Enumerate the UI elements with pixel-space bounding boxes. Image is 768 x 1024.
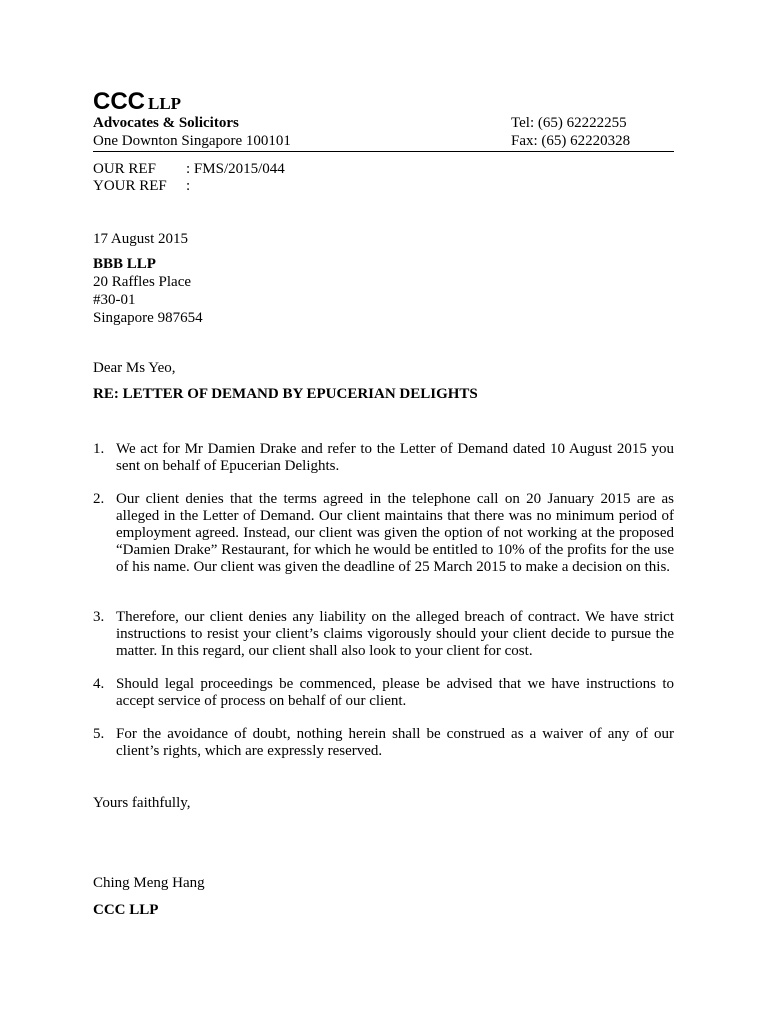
our-ref-row (93, 161, 285, 178)
paragraph-text: Our client denies that the terms agreed in the telephone call on 20 January 2015 are as alleged in the Letter of Demand. Our client maintains that there was no minimum period of employment agreed. Instead, our client was given the option of not working at the proposed “Damien Drake” Restaurant, for which he would be entitled to 10% of the profits for the use of his name. Our client was given the deadline of 25 March 2015 to make a decision on this. (116, 491, 674, 575)
firm-name-main: CCC (93, 88, 145, 115)
signatory-name: Ching Meng Hang (93, 875, 205, 891)
salutation: Dear Ms Yeo, (93, 360, 176, 376)
signature-firm: CCC LLP (93, 902, 159, 918)
numbered-paragraph (93, 491, 674, 576)
addressee-line: #30-01 (93, 292, 136, 308)
firm-fax: Fax: (65) 62220328 (511, 133, 631, 149)
firm-telephone: Tel: (65) 62222255 (511, 115, 627, 131)
paragraph-number: 3. (93, 609, 105, 625)
paragraph-number: 1. (93, 441, 105, 457)
letter-date: 17 August 2015 (93, 231, 189, 247)
your-ref-row (93, 178, 190, 195)
paragraph-number: 4. (93, 676, 105, 692)
numbered-paragraph (93, 676, 674, 710)
firm-description: Advocates & Solicitors (93, 115, 239, 131)
paragraph-text: For the avoidance of doubt, nothing herein shall be construed as a waiver of any of our client’s rights, which are expressly reserved. (116, 726, 674, 759)
addressee-line: Singapore 987654 (93, 310, 203, 326)
your-ref-value: : (186, 178, 191, 194)
firm-address: One Downton Singapore 100101 (93, 133, 291, 149)
paragraph-text: Therefore, our client denies any liability on the alleged breach of contract. We have strict instructions to resist your client’s claims vigorously should your client decide to pursue the matter. In this regard, our client shall also look to your client for cost. (116, 609, 674, 659)
our-ref-value: : FMS/2015/044 (186, 161, 285, 177)
paragraph-number: 5. (93, 726, 105, 742)
addressee-name: BBB LLP (93, 256, 156, 272)
numbered-paragraph (93, 609, 674, 660)
closing: Yours faithfully, (93, 795, 191, 811)
addressee-block (93, 256, 203, 328)
letterhead-divider (93, 151, 674, 152)
firm-name-suffix: LLP (148, 94, 182, 113)
paragraph-number: 2. (93, 491, 105, 507)
our-ref-label: OUR REF (93, 161, 156, 177)
your-ref-label: YOUR REF (93, 178, 167, 194)
firm-name (93, 88, 181, 116)
addressee-line: 20 Raffles Place (93, 274, 192, 290)
subject-line: RE: LETTER OF DEMAND BY EPUCERIAN DELIGHTS (93, 386, 478, 402)
numbered-paragraph (93, 726, 674, 760)
paragraph-text: Should legal proceedings be commenced, please be advised that we have instructions to accept service of process on behalf of our client. (116, 676, 674, 709)
numbered-paragraph (93, 441, 674, 475)
paragraph-text: We act for Mr Damien Drake and refer to the Letter of Demand dated 10 August 2015 you sent on behalf of Epucerian Delights. (116, 441, 674, 474)
